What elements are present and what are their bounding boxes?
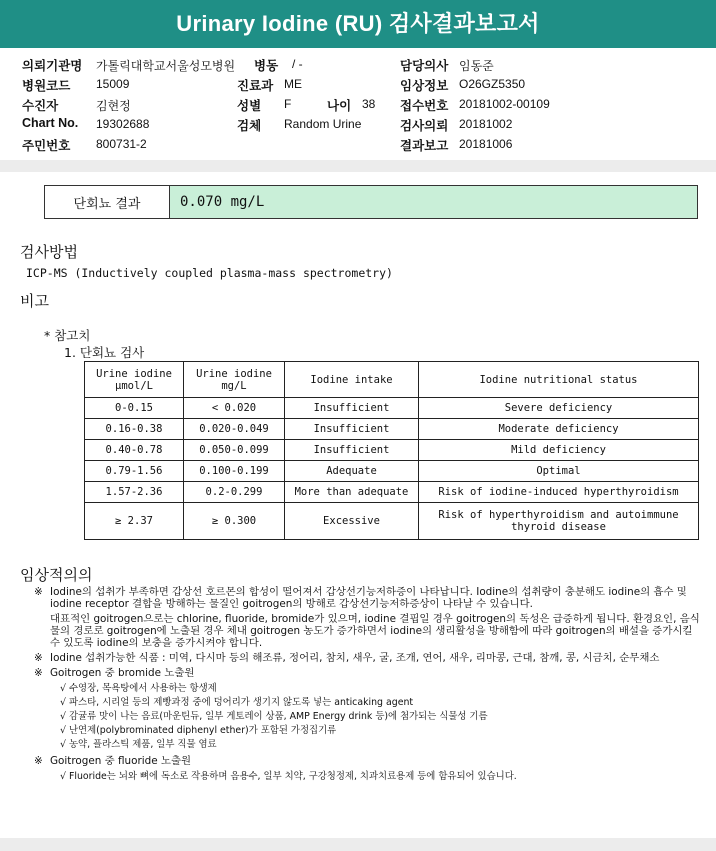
table-cell: 0.2-0.299 — [184, 482, 285, 503]
table-cell: More than adequate — [285, 482, 419, 503]
receipt-label: 접수번호 — [400, 99, 449, 113]
table-row — [85, 503, 699, 540]
table-cell: Insufficient — [285, 398, 419, 419]
bromide-list — [50, 682, 704, 752]
report-date-label: 결과보고 — [400, 139, 449, 153]
ward-label: 병동 — [254, 59, 279, 73]
header-umol — [85, 362, 184, 398]
table-cell: 0-0.15 — [85, 398, 184, 419]
table-cell: Excessive — [285, 503, 419, 540]
clinical-item-iodine — [34, 586, 704, 649]
reference-subtitle: 1. 단회뇨 검사 — [64, 345, 145, 360]
table-cell: 0.40-0.78 — [85, 440, 184, 461]
table-cell: Adequate — [285, 461, 419, 482]
reference-mark-icon: ※ — [34, 755, 43, 767]
method-heading: 검사방법 — [20, 243, 78, 261]
table-cell: Risk of iodine-induced hyperthyroidism — [419, 482, 699, 503]
request-label: 검사의뢰 — [400, 119, 449, 133]
list-item: √ 감귤류 맛이 나는 음료(마운틴듀, 일부 게토레이 상품, AMP Energy drink 등)에 첨가되는 식물성 기름 — [60, 711, 488, 722]
dept-value: ME — [284, 77, 302, 91]
hospital-value: 가톨릭대학교서울성모병원 — [96, 59, 236, 73]
report-date-value: 20181006 — [459, 137, 513, 151]
hospital-label: 의뢰기관명 — [22, 59, 83, 73]
request-value: 20181002 — [459, 117, 513, 131]
patient-value: 김현정 — [96, 99, 131, 113]
table-cell-text: Risk of hyperthyroidism and autoimmune thyroid disease — [438, 509, 679, 533]
table-cell — [419, 503, 699, 540]
table-cell: ≥ 2.37 — [85, 503, 184, 540]
clinical-item-bromide — [34, 667, 704, 752]
ward-value: / - — [292, 57, 303, 71]
chart-label: Chart No. — [22, 116, 79, 130]
age-value: 38 — [362, 97, 376, 111]
fluoride-title: Goitrogen 중 fluoride 노출원 — [50, 755, 192, 767]
table-cell: 0.100-0.199 — [184, 461, 285, 482]
dept-label: 진료과 — [237, 79, 274, 93]
doctor-label: 담당의사 — [400, 59, 449, 73]
list-item: √ 수영장, 목욕탕에서 사용하는 항생제 — [60, 683, 217, 694]
clinical-item-fluoride — [34, 755, 704, 784]
patient-info — [22, 54, 702, 154]
header-mg-text: Urine iodine mg/L — [196, 367, 272, 392]
table-cell: Severe deficiency — [419, 398, 699, 419]
clinical-paragraph-2: 대표적인 goitrogen으로는 chlorine, fluoride, bromide가 있으며, iodine 결핍일 경우 goitrogen의 독성은 급증하게 됩니다. 환경요인, 음식물의 경로로 goitrogen에 노출된 경우 체내 goitrogen 농도가 증가하면서 iodine의 생리활성을 방해함에 따라 goitrogen의 배설을 증가시킬 수 있도록 iodine의 보충을 증가시켜야 합니다. — [50, 613, 700, 649]
bottom-divider — [0, 838, 716, 851]
section-divider — [0, 160, 716, 172]
table-cell: < 0.020 — [184, 398, 285, 419]
specimen-value: Random Urine — [284, 117, 362, 131]
code-label: 병원코드 — [22, 79, 71, 93]
list-item: √ Fluoride는 뇌와 뼈에 독소로 작용하며 음용수, 일부 치약, 구강청정제, 치과치료용제 등에 함유되어 있습니다. — [60, 771, 517, 782]
age-label: 나이 — [327, 99, 352, 113]
table-cell: Mild deficiency — [419, 440, 699, 461]
bromide-title: Goitrogen 중 bromide 노출원 — [50, 667, 195, 679]
code-value: 15009 — [96, 77, 130, 91]
header-status: Iodine nutritional status — [419, 362, 699, 398]
table-cell: Insufficient — [285, 440, 419, 461]
method-text: ICP-MS (Inductively coupled plasma-mass spectrometry) — [26, 266, 393, 280]
clinical-info-label: 임상정보 — [400, 79, 449, 93]
rrn-label: 주민번호 — [22, 139, 71, 153]
table-cell: 0.16-0.38 — [85, 419, 184, 440]
specimen-label: 검체 — [237, 119, 262, 133]
table-row — [85, 482, 699, 503]
clinical-item-foods — [34, 652, 704, 664]
table-cell: Moderate deficiency — [419, 419, 699, 440]
list-item: √ 파스타, 시리얼 등의 제빵과정 중에 덩어리가 생기지 않도록 넣는 anticaking agent — [60, 697, 414, 708]
reference-title: * 참고치 — [44, 328, 91, 343]
doctor-value: 임동준 — [459, 59, 494, 73]
sex-value: F — [284, 97, 292, 111]
remarks-heading: 비고 — [20, 292, 49, 310]
header-intake: Iodine intake — [285, 362, 419, 398]
list-item: √ 농약, 플라스틱 제품, 일부 직물 염료 — [60, 739, 217, 750]
result-label: 단회뇨 결과 — [45, 186, 170, 218]
rrn-value: 800731-2 — [96, 137, 147, 151]
result-value: 0.070 mg/L — [170, 186, 697, 218]
clinical-info-value: O26GZ5350 — [459, 77, 526, 91]
table-cell: ≥ 0.300 — [184, 503, 285, 540]
table-cell: 0.79-1.56 — [85, 461, 184, 482]
table-row — [85, 398, 699, 419]
table-cell: Optimal — [419, 461, 699, 482]
fluoride-list — [50, 770, 704, 784]
report-title: Urinary Iodine (RU) 검사결과보고서 — [0, 0, 716, 48]
table-cell: 0.020-0.049 — [184, 419, 285, 440]
patient-label: 수진자 — [22, 99, 59, 113]
table-row — [85, 461, 699, 482]
table-cell: 0.050-0.099 — [184, 440, 285, 461]
reference-mark-icon: ※ — [34, 667, 43, 679]
reference-mark-icon: ※ — [34, 586, 43, 598]
reference-mark-icon: ※ — [34, 652, 43, 664]
clinical-heading: 임상적의의 — [20, 566, 93, 584]
result-box — [44, 185, 698, 219]
table-cell: Insufficient — [285, 419, 419, 440]
table-cell: 1.57-2.36 — [85, 482, 184, 503]
chart-value: 19302688 — [96, 117, 150, 131]
sex-label: 성별 — [237, 99, 262, 113]
table-row — [85, 419, 699, 440]
clinical-section — [34, 586, 704, 787]
reference-table — [84, 361, 699, 540]
header-mg — [184, 362, 285, 398]
table-row — [85, 440, 699, 461]
list-item: √ 난연제(polybrominated diphenyl ether)가 포함된 가정집기류 — [60, 725, 337, 736]
header-umol-text: Urine iodine μmol/L — [96, 367, 172, 392]
receipt-value: 20181002-00109 — [459, 97, 550, 111]
clinical-paragraph-3: Iodine 섭취가능한 식품 : 미역, 다시마 등의 해조류, 정어리, 참치, 새우, 굴, 조개, 연어, 새우, 리마콩, 근대, 참깨, 콩, 시금치, 순무채소 — [50, 652, 660, 664]
clinical-paragraph-1: Iodine의 섭취가 부족하면 갑상선 호르몬의 합성이 떨어져서 갑상선기능저하증이 나타납니다. Iodine의 섭취량이 충분해도 iodine의 흡수 및 iodine receptor 결합을 방해하는 물질인 goitrogen의 방해로 갑상선기능저하증상이 나타날 수 있습니다. — [50, 586, 687, 610]
